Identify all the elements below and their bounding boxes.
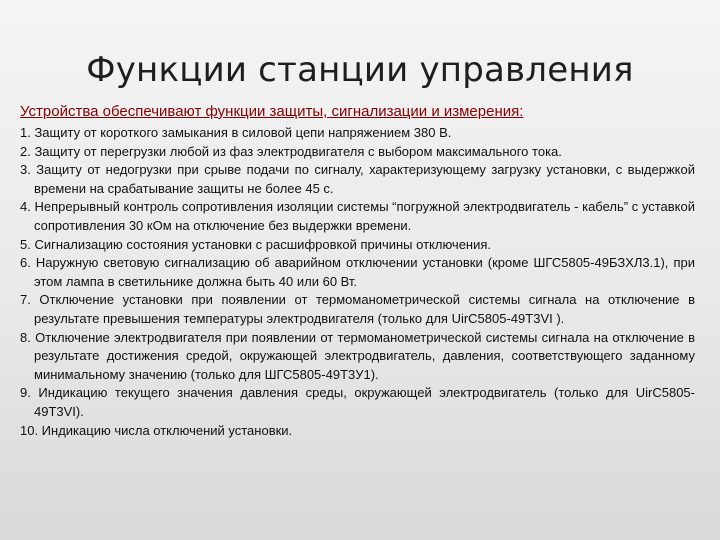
list-item-text: 10. Индикацию числа отключений установки. xyxy=(20,422,293,438)
list-item xyxy=(20,161,695,198)
function-list xyxy=(20,124,695,440)
list-item xyxy=(20,236,695,255)
slide-title: Функции станции управления xyxy=(86,50,634,90)
list-item-text: 8. Отключение электродвигателя при появлении от термоманометрической системы сигнала на отключение в результате достижения средой, окружающей электродвигатель, давления, соответствующего заданному минимальному значению (только для ШГС5805-49Т3У1). xyxy=(20,329,695,382)
list-item xyxy=(20,254,695,291)
list-item-text: 1. Защиту от короткого замыкания в силовой цепи напряжением 380 В. xyxy=(20,125,452,140)
list-item xyxy=(20,422,695,441)
list-item-text: 7. Отключение установки при появлении от термоманометрической системы сигнала на отключение в результате превышения температуры электродвигателя (только для UirC5805-49T3VI ). xyxy=(20,292,695,326)
list-item xyxy=(20,384,695,421)
list-item xyxy=(20,124,695,143)
list-item-text: 5. Сигнализацию состояния установки с расшифровкой причины отключения. xyxy=(20,236,492,252)
list-item-text: 9. Индикацию текущего значения давления среды, окружающей электродвигатель (только для UirC5805-49T3VI). xyxy=(20,385,695,419)
list-item-text: 6. Наружную световую сигнализацию об аварийном отключении установки (кроме ШГС5805-49БЗХЛ3.1), при этом лампа в светильнике должна быть 40 или 60 Вт. xyxy=(20,255,695,289)
list-item-text: 4. Непрерывный контроль сопротивления изоляции системы “погружной электродвигатель - кабель” с уставкой сопротивления 30 кОм на отключение без выдержки времени. xyxy=(20,199,695,233)
list-item xyxy=(20,198,695,235)
list-item xyxy=(20,143,695,162)
list-item-text: 2. Защиту от перегрузки любой из фаз электродвигателя с выбором максимального тока. xyxy=(20,143,562,159)
list-item xyxy=(20,291,695,328)
list-item xyxy=(20,329,695,385)
slide-subtitle: Устройства обеспечивают функции защиты, сигнализации и измерения: xyxy=(20,103,524,120)
list-item-text: 3. Защиту от недогрузки при срыве подачи по сигналу, характеризующему загрузку установки, с выдержкой времени на срабатывание защиты не более 45 с. xyxy=(20,162,695,196)
